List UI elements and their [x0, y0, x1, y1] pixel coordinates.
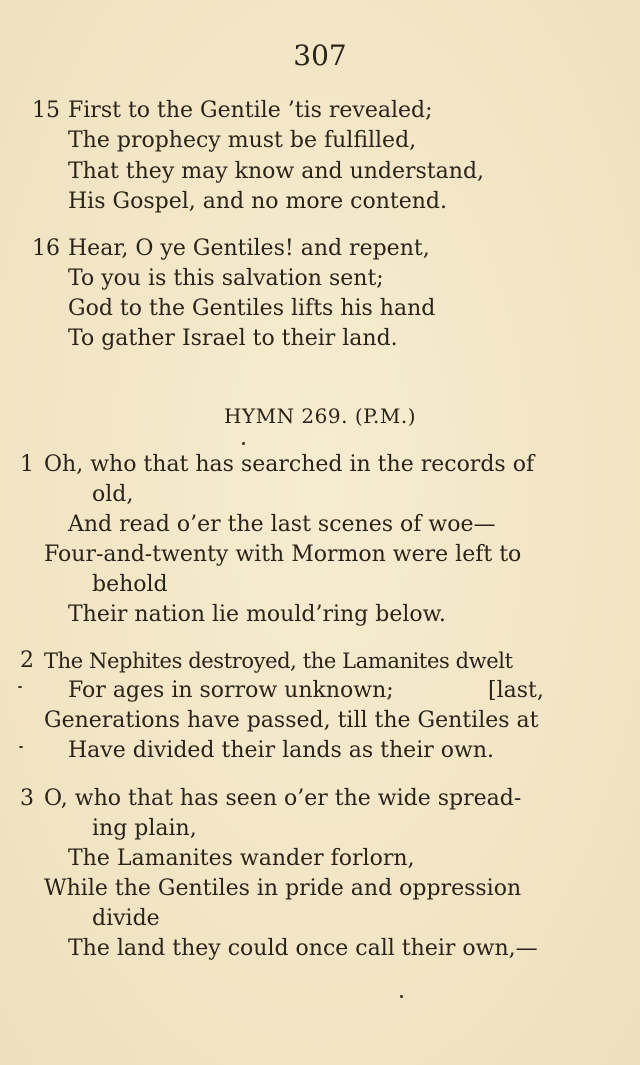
verse-line: ing plain,	[92, 816, 197, 841]
verse-line: The Lamanites wander forlorn,	[68, 846, 415, 871]
verse-line: Hear, O ye Gentiles! and repent,	[68, 236, 430, 261]
ink-speck	[19, 746, 23, 748]
verse-line: Oh, who that has searched in the records of	[44, 452, 535, 477]
verse-line: Generations have passed, till the Gentiles at	[44, 708, 539, 733]
page-number: 307	[293, 39, 347, 72]
stanza-number: 3	[20, 786, 34, 811]
ink-speck	[400, 995, 403, 998]
stanza-number: 2	[20, 648, 34, 673]
verse-line: His Gospel, and no more contend.	[68, 189, 447, 214]
verse-line: To gather Israel to their land.	[68, 326, 398, 351]
verse-line: behold	[92, 572, 168, 597]
verse-line: While the Gentiles in pride and oppression	[44, 876, 522, 901]
ink-speck	[242, 442, 245, 445]
verse-line: old,	[92, 482, 134, 507]
stanza-number: 15	[32, 98, 60, 123]
verse-line: divide	[92, 906, 160, 931]
verse-line: Their nation lie mould’ring below.	[68, 602, 446, 627]
ink-speck	[18, 686, 22, 688]
verse-line: O, who that has seen o’er the wide spread-	[44, 786, 522, 811]
verse-line: For ages in sorrow unknown;	[68, 678, 394, 703]
verse-line: Four-and-twenty with Mormon were left to	[44, 542, 522, 567]
verse-line: The land they could once call their own,—	[68, 936, 538, 961]
verse-line: The prophecy must be fulfilled,	[68, 128, 417, 153]
verse-line: That they may know and understand,	[68, 159, 485, 184]
verse-line-turnover: [last,	[488, 678, 544, 703]
verse-line: God to the Gentiles lifts his hand	[68, 296, 436, 321]
stanza-number: 16	[32, 236, 60, 261]
hymn-title: HYMN 269. (P.M.)	[223, 404, 417, 428]
verse-line: Have divided their lands as their own.	[68, 738, 494, 763]
verse-line: To you is this salvation sent;	[68, 266, 384, 291]
verse-line: The Nephites destroyed, the Lamanites dwelt	[44, 649, 513, 673]
stanza-number: 1	[20, 452, 34, 477]
verse-line: And read o’er the last scenes of woe—	[68, 512, 496, 537]
verse-line: First to the Gentile ’tis revealed;	[68, 98, 433, 123]
